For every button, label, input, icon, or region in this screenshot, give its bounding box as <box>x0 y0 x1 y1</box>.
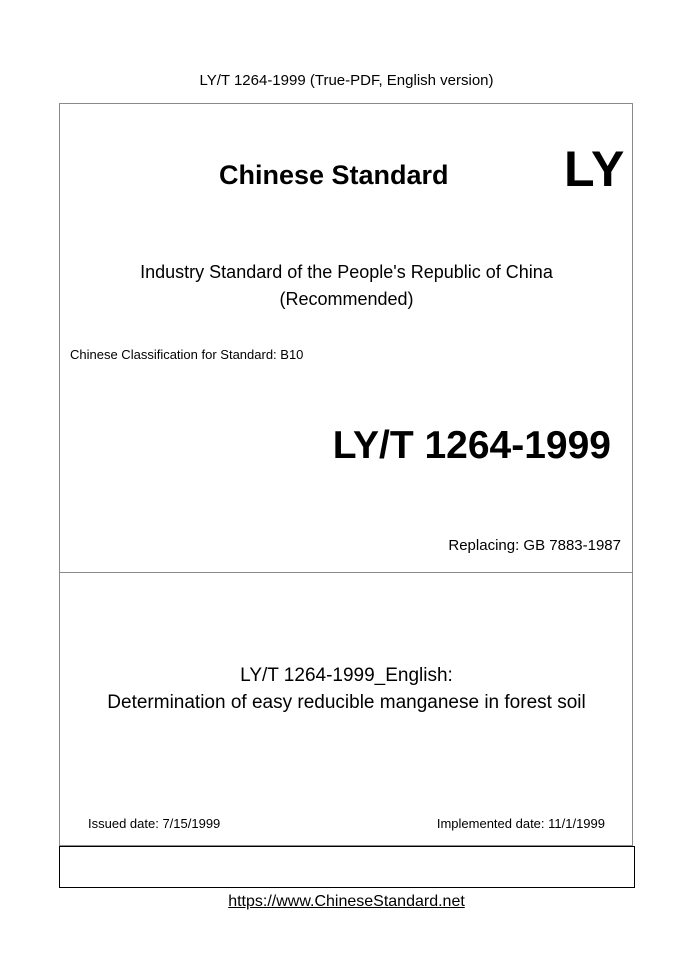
document-title-line2: Determination of easy reducible manganese in forest soil <box>107 692 586 713</box>
document-title-line1: LY/T 1264-1999_English: <box>240 665 453 686</box>
industry-line: Industry Standard of the People's Republic of China <box>140 262 553 282</box>
replacing-text: Replacing: GB 7883-1987 <box>448 537 621 554</box>
website-link[interactable]: https://www.ChineseStandard.net <box>228 893 465 910</box>
header-source-line: LY/T 1264-1999 (True-PDF, English version) <box>199 72 494 89</box>
issued-date: Issued date: 7/15/1999 <box>88 816 221 831</box>
implemented-date: Implemented date: 11/1/1999 <box>436 816 605 831</box>
industry-standard-block <box>0 259 693 313</box>
footer-link-wrapper <box>0 893 693 911</box>
cover-footer-box <box>59 846 635 888</box>
standard-number: LY/T 1264-1999 <box>332 424 611 467</box>
classification-text: Chinese Classification for Standard: B10 <box>70 347 304 362</box>
document-title <box>0 662 693 716</box>
ly-logo: LY <box>564 141 626 197</box>
cover-title: Chinese Standard <box>219 160 449 190</box>
recommended-line: (Recommended) <box>279 289 414 309</box>
